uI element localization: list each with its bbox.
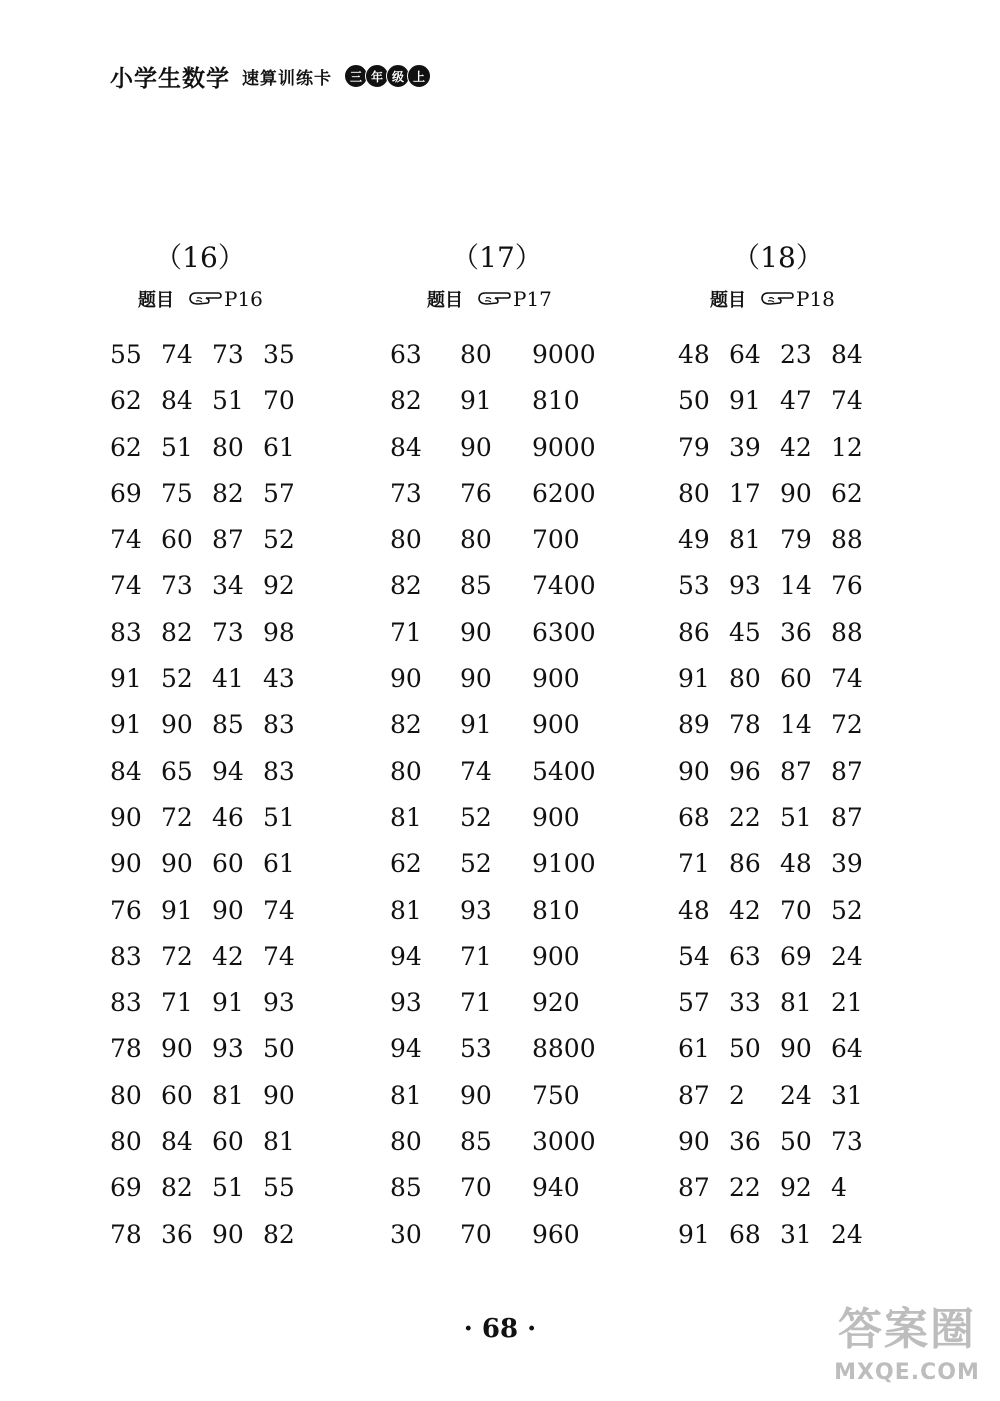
answer-value: 45 [729, 617, 761, 647]
answer-value: 82 [161, 617, 193, 647]
answer-value: 35 [263, 340, 295, 369]
answer-value: 85 [460, 571, 492, 601]
answer-value: 90 [678, 1127, 710, 1157]
answer-value: 92 [780, 1173, 812, 1203]
answer-value: 920 [532, 988, 580, 1018]
answer-value: 93 [390, 988, 422, 1018]
answer-value: 84 [161, 386, 193, 416]
answer-value: 51 [212, 386, 244, 416]
answer-value: 22 [729, 1173, 761, 1203]
answer-value: 82 [161, 1173, 193, 1203]
answer-value: 24 [780, 1080, 812, 1110]
book-title: 小学生数学 [110, 65, 230, 92]
answer-value: 41 [212, 664, 244, 694]
answer-value: 73 [161, 571, 193, 601]
answer-value: 87 [678, 1173, 710, 1203]
answer-value: 61 [263, 849, 295, 879]
answer-value: 80 [390, 756, 422, 786]
answer-value: 90 [460, 664, 492, 694]
reference-label: 题目 [710, 290, 746, 311]
answer-value: 62 [110, 432, 142, 462]
answer-value: 60 [212, 1127, 244, 1157]
question-reference [138, 286, 263, 312]
answer-value: 48 [678, 340, 710, 369]
answer-value: 90 [460, 617, 492, 647]
answer-value: 63 [729, 941, 761, 971]
grade-badges [344, 64, 428, 88]
pointing-hand-icon [188, 289, 222, 309]
answer-value: 900 [532, 710, 580, 740]
answer-value: 57 [678, 988, 710, 1018]
answer-value: 87 [780, 756, 812, 786]
answer-value: 9000 [532, 340, 596, 369]
answer-value: 50 [263, 1034, 295, 1064]
answer-value: 83 [263, 756, 295, 786]
answer-value: 73 [212, 617, 244, 647]
answer-value: 96 [729, 756, 761, 786]
answer-value: 9100 [532, 849, 596, 879]
answer-value: 83 [263, 710, 295, 740]
answer-value: 2 [729, 1080, 745, 1110]
answer-value: 80 [729, 664, 761, 694]
answer-value: 89 [678, 710, 710, 740]
answer-value: 51 [161, 432, 193, 462]
answer-value: 78 [110, 1034, 142, 1064]
answer-value: 81 [390, 802, 422, 832]
answer-value: 83 [110, 988, 142, 1018]
answer-value: 7400 [532, 571, 596, 601]
page-header [110, 58, 428, 94]
answer-value: 52 [831, 895, 863, 925]
reference-page: P18 [796, 287, 835, 311]
answer-value: 55 [263, 1173, 295, 1203]
answer-value: 73 [212, 340, 244, 369]
answer-value: 33 [729, 988, 761, 1018]
answer-value: 60 [780, 664, 812, 694]
answer-value: 90 [212, 1219, 244, 1249]
answer-value: 90 [263, 1080, 295, 1110]
answer-value: 80 [110, 1080, 142, 1110]
answer-value: 88 [831, 617, 863, 647]
answer-value: 51 [212, 1173, 244, 1203]
answer-value: 53 [460, 1034, 492, 1064]
answer-value: 90 [678, 756, 710, 786]
answer-value: 87 [212, 525, 244, 555]
answer-value: 72 [161, 941, 193, 971]
answer-value: 98 [263, 617, 295, 647]
answer-value: 88 [831, 525, 863, 555]
answer-value: 91 [110, 710, 142, 740]
answer-value: 91 [212, 988, 244, 1018]
answer-value: 68 [729, 1219, 761, 1249]
answer-value: 49 [678, 525, 710, 555]
answer-value: 90 [161, 710, 193, 740]
answer-value: 92 [263, 571, 295, 601]
answer-value: 81 [390, 1080, 422, 1110]
answer-value: 960 [532, 1219, 580, 1249]
answer-value: 36 [780, 617, 812, 647]
answer-value: 24 [831, 1219, 863, 1249]
answer-value: 81 [390, 895, 422, 925]
answer-value: 48 [678, 895, 710, 925]
answer-value: 22 [729, 802, 761, 832]
answer-value: 93 [263, 988, 295, 1018]
answer-value: 69 [780, 941, 812, 971]
answer-value: 700 [532, 525, 580, 555]
answer-value: 83 [110, 617, 142, 647]
answer-value: 74 [263, 941, 295, 971]
answer-value: 87 [678, 1080, 710, 1110]
answer-value: 71 [460, 988, 492, 1018]
answer-value: 39 [729, 432, 761, 462]
answer-value: 83 [110, 941, 142, 971]
section-number: （16） [154, 241, 246, 274]
answer-value: 30 [390, 1219, 422, 1249]
answer-value: 71 [390, 617, 422, 647]
answer-value: 79 [780, 525, 812, 555]
answer-value: 4 [831, 1173, 847, 1203]
answer-value: 61 [678, 1034, 710, 1064]
answer-value: 52 [263, 525, 295, 555]
answer-value: 52 [161, 664, 193, 694]
answer-value: 5400 [532, 756, 596, 786]
answer-value: 91 [729, 386, 761, 416]
answer-value: 73 [831, 1127, 863, 1157]
answer-value: 47 [780, 386, 812, 416]
answer-value: 80 [460, 340, 492, 369]
grade-badge: 年 [365, 64, 389, 88]
answer-value: 91 [460, 710, 492, 740]
answer-value: 14 [780, 710, 812, 740]
answer-value: 64 [831, 1034, 863, 1064]
section-number: （17） [451, 241, 543, 274]
answer-value: 90 [780, 1034, 812, 1064]
grade-badge: 上 [407, 64, 431, 88]
grade-badge: 三 [344, 64, 368, 88]
answer-value: 94 [390, 1034, 422, 1064]
answer-value: 91 [678, 1219, 710, 1249]
answer-value: 6200 [532, 478, 596, 508]
answer-value: 62 [110, 386, 142, 416]
answer-value: 85 [460, 1127, 492, 1157]
answer-value: 17 [729, 478, 761, 508]
answer-value: 34 [212, 571, 244, 601]
answer-value: 74 [831, 664, 863, 694]
answer-value: 93 [212, 1034, 244, 1064]
reference-label: 题目 [427, 290, 463, 311]
answer-value: 69 [110, 478, 142, 508]
answer-value: 750 [532, 1080, 580, 1110]
answer-value: 80 [110, 1127, 142, 1157]
watermark-url: MXQE.COM [834, 1360, 980, 1385]
answer-value: 74 [263, 895, 295, 925]
answer-value: 84 [110, 756, 142, 786]
answer-value: 79 [678, 432, 710, 462]
book-subtitle: 速算训练卡 [242, 68, 332, 89]
answer-value: 60 [212, 849, 244, 879]
answer-value: 86 [678, 617, 710, 647]
answer-value: 80 [460, 525, 492, 555]
answer-value: 72 [161, 802, 193, 832]
answer-value: 46 [212, 802, 244, 832]
answer-value: 78 [729, 710, 761, 740]
answer-value: 900 [532, 941, 580, 971]
answer-value: 74 [831, 386, 863, 416]
answer-value: 91 [161, 895, 193, 925]
answer-value: 8800 [532, 1034, 596, 1064]
answer-value: 82 [390, 386, 422, 416]
answer-value: 68 [678, 802, 710, 832]
answer-value: 940 [532, 1173, 580, 1203]
reference-page: P16 [224, 287, 263, 311]
answer-value: 74 [110, 525, 142, 555]
answer-value: 9000 [532, 432, 596, 462]
answer-value: 31 [780, 1219, 812, 1249]
answer-value: 78 [110, 1219, 142, 1249]
answer-value: 42 [729, 895, 761, 925]
answer-value: 48 [780, 849, 812, 879]
answer-value: 81 [729, 525, 761, 555]
question-reference [427, 286, 552, 312]
pointing-hand-icon [477, 289, 511, 309]
answer-value: 80 [390, 525, 422, 555]
pointing-hand-icon [760, 289, 794, 309]
answer-value: 63 [390, 340, 422, 369]
answer-value: 6300 [532, 617, 596, 647]
answer-value: 91 [678, 664, 710, 694]
answer-value: 36 [729, 1127, 761, 1157]
answer-value: 84 [161, 1127, 193, 1157]
answer-value: 82 [390, 571, 422, 601]
answer-value: 52 [460, 849, 492, 879]
answer-value: 39 [831, 849, 863, 879]
answer-value: 91 [110, 664, 142, 694]
answer-value: 65 [161, 756, 193, 786]
answer-value: 76 [460, 478, 492, 508]
answer-value: 43 [263, 664, 295, 694]
answer-value: 81 [212, 1080, 244, 1110]
answer-value: 72 [831, 710, 863, 740]
answer-value: 80 [212, 432, 244, 462]
answer-value: 54 [678, 941, 710, 971]
answer-value: 82 [263, 1219, 295, 1249]
answer-value: 94 [390, 941, 422, 971]
answer-value: 90 [460, 432, 492, 462]
section-number: （18） [732, 241, 824, 274]
answer-value: 84 [390, 432, 422, 462]
answer-value: 51 [780, 802, 812, 832]
answer-value: 94 [212, 756, 244, 786]
answer-value: 57 [263, 478, 295, 508]
answer-value: 42 [212, 941, 244, 971]
answer-value: 61 [263, 432, 295, 462]
answer-value: 64 [729, 340, 761, 369]
answer-value: 87 [831, 802, 863, 832]
answer-value: 14 [780, 571, 812, 601]
answer-value: 12 [831, 432, 863, 462]
answer-value: 53 [678, 571, 710, 601]
answer-value: 70 [460, 1219, 492, 1249]
answer-value: 84 [831, 340, 863, 369]
question-reference [710, 286, 835, 312]
answer-value: 50 [729, 1034, 761, 1064]
answer-value: 810 [532, 895, 580, 925]
watermark [822, 1300, 992, 1385]
answer-value: 70 [780, 895, 812, 925]
answer-value: 93 [460, 895, 492, 925]
answer-value: 36 [161, 1219, 193, 1249]
answer-value: 70 [460, 1173, 492, 1203]
answer-value: 81 [263, 1127, 295, 1157]
reference-label: 题目 [138, 290, 174, 311]
answer-value: 90 [110, 802, 142, 832]
answer-value: 75 [161, 478, 193, 508]
reference-page: P17 [513, 287, 552, 311]
answer-value: 86 [729, 849, 761, 879]
answer-value: 90 [212, 895, 244, 925]
page-number: · 68 · [463, 1314, 537, 1344]
answer-value: 91 [460, 386, 492, 416]
answer-value: 21 [831, 988, 863, 1018]
answer-value: 24 [831, 941, 863, 971]
answer-value: 31 [831, 1080, 863, 1110]
answer-value: 69 [110, 1173, 142, 1203]
answer-value: 87 [831, 756, 863, 786]
answer-value: 71 [678, 849, 710, 879]
answer-value: 55 [110, 340, 142, 369]
answer-value: 900 [532, 664, 580, 694]
answer-value: 90 [161, 1034, 193, 1064]
answer-value: 71 [460, 941, 492, 971]
answer-value: 60 [161, 1080, 193, 1110]
answer-value: 52 [460, 802, 492, 832]
answer-value: 90 [460, 1080, 492, 1110]
answer-value: 3000 [532, 1127, 596, 1157]
answer-value: 73 [390, 478, 422, 508]
answer-value: 74 [161, 340, 193, 369]
answer-value: 76 [110, 895, 142, 925]
answer-value: 62 [831, 478, 863, 508]
answer-value: 90 [390, 664, 422, 694]
answer-value: 42 [780, 432, 812, 462]
grade-badge: 级 [386, 64, 410, 88]
answer-value: 23 [780, 340, 812, 369]
answer-value: 80 [678, 478, 710, 508]
answer-value: 71 [161, 988, 193, 1018]
answer-value: 60 [161, 525, 193, 555]
answer-value: 85 [390, 1173, 422, 1203]
answer-value: 51 [263, 802, 295, 832]
answer-value: 90 [161, 849, 193, 879]
answer-value: 810 [532, 386, 580, 416]
answer-value: 50 [678, 386, 710, 416]
answer-value: 900 [532, 802, 580, 832]
answer-value: 90 [110, 849, 142, 879]
answer-value: 93 [729, 571, 761, 601]
watermark-logo-text: 答案圈 [838, 1304, 976, 1355]
answer-value: 70 [263, 386, 295, 416]
answer-value: 74 [110, 571, 142, 601]
answer-value: 80 [390, 1127, 422, 1157]
answer-value: 76 [831, 571, 863, 601]
answer-value: 81 [780, 988, 812, 1018]
answer-value: 74 [460, 756, 492, 786]
answer-value: 50 [780, 1127, 812, 1157]
answer-value: 85 [212, 710, 244, 740]
answer-value: 62 [390, 849, 422, 879]
answer-value: 82 [212, 478, 244, 508]
answer-value: 82 [390, 710, 422, 740]
answer-value: 90 [780, 478, 812, 508]
